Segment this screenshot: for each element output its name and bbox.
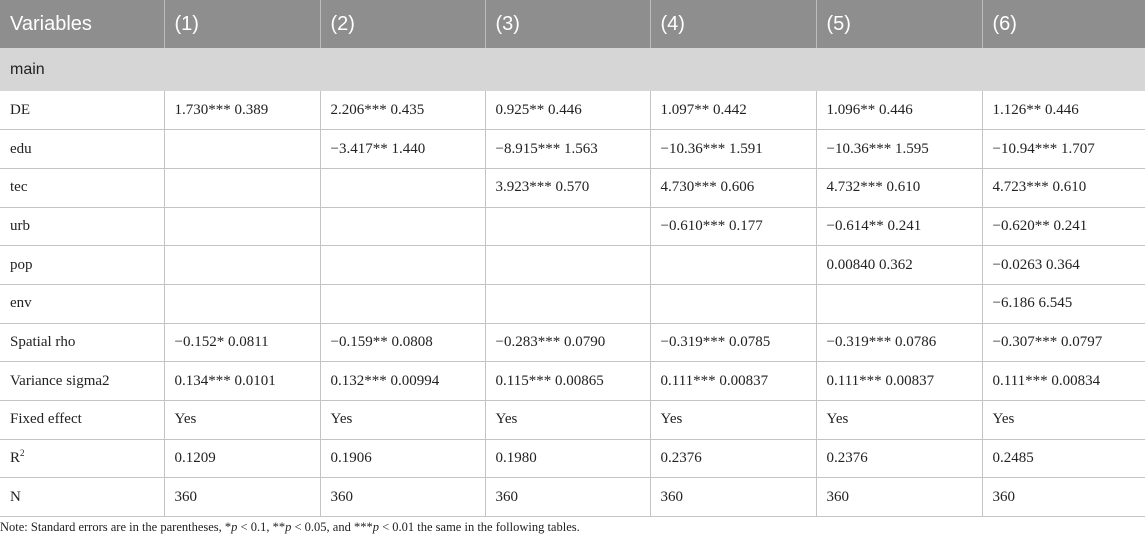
header-cell-5: (5) [816,0,982,48]
header-cell-1: (1) [164,0,320,48]
table-cell [485,246,650,285]
row-label: pop [0,246,164,285]
header-row [0,0,1145,48]
header-cell-variables: Variables [0,0,164,48]
r-squared-exponent: 2 [20,448,25,459]
table-cell: 4.730*** 0.606 [650,168,816,207]
note-p2: p [285,520,292,534]
table-cell: 360 [816,478,982,517]
table-cell [320,207,485,246]
table-cell [320,284,485,323]
table-cell: −3.417** 1.440 [320,130,485,169]
table-cell: 0.1980 [485,439,650,478]
table-cell [164,284,320,323]
table-cell: Yes [650,401,816,440]
table-cell: 360 [485,478,650,517]
row-label: tec [0,168,164,207]
table-cell: 4.732*** 0.610 [816,168,982,207]
table-cell: −0.319*** 0.0785 [650,323,816,362]
row-label: Variance sigma2 [0,362,164,401]
table-row [0,478,1145,517]
table-row [0,246,1145,285]
row-label [0,439,164,478]
table-cell: 0.2485 [982,439,1145,478]
table-cell: −0.283*** 0.0790 [485,323,650,362]
table-row [0,91,1145,130]
table-cell [485,207,650,246]
table-cell: −0.319*** 0.0786 [816,323,982,362]
table-cell: Yes [982,401,1145,440]
table-cell: 0.132*** 0.00994 [320,362,485,401]
table-cell [164,207,320,246]
table-cell [320,168,485,207]
table-cell: −10.36*** 1.595 [816,130,982,169]
table-cell: 0.2376 [816,439,982,478]
row-label: DE [0,91,164,130]
table-cell [164,246,320,285]
table-cell [485,284,650,323]
table-cell: 360 [650,478,816,517]
row-label: urb [0,207,164,246]
header-cell-2: (2) [320,0,485,48]
table-cell: 0.115*** 0.00865 [485,362,650,401]
table-row [0,207,1145,246]
table-cell: 1.096** 0.446 [816,91,982,130]
table-row [0,284,1145,323]
row-label: N [0,478,164,517]
table-cell: −8.915*** 1.563 [485,130,650,169]
table-cell: Yes [164,401,320,440]
table-cell: 0.1209 [164,439,320,478]
table-cell: 0.134*** 0.0101 [164,362,320,401]
note-p3: p [372,520,379,534]
table-cell: Yes [320,401,485,440]
table-cell: Yes [485,401,650,440]
table-cell: 360 [164,478,320,517]
table-cell [650,284,816,323]
table-cell [816,284,982,323]
table-cell: −6.186 6.545 [982,284,1145,323]
r-squared-base: R [10,450,21,467]
table-cell: 2.206*** 0.435 [320,91,485,130]
table-note [0,520,580,535]
table-cell: −0.152* 0.0811 [164,323,320,362]
note-suffix: < 0.01 the same in the following tables. [378,520,580,534]
table-cell: 0.925** 0.446 [485,91,650,130]
table-cell: 1.097** 0.442 [650,91,816,130]
table-cell [164,130,320,169]
header-cell-4: (4) [650,0,816,48]
header-cell-3: (3) [485,0,650,48]
section-row [0,48,1145,91]
table-cell: 0.111*** 0.00834 [982,362,1145,401]
note-mid2: < 0.05, and *** [291,520,373,534]
table-cell: −0.610*** 0.177 [650,207,816,246]
table-row [0,362,1145,401]
table-cell: 0.111*** 0.00837 [650,362,816,401]
table-cell: 3.923*** 0.570 [485,168,650,207]
table-cell: 0.00840 0.362 [816,246,982,285]
table-cell: 4.723*** 0.610 [982,168,1145,207]
table-row [0,130,1145,169]
table-row [0,401,1145,440]
table-cell: 1.126** 0.446 [982,91,1145,130]
table-cell: 0.111*** 0.00837 [816,362,982,401]
header-cell-6: (6) [992,12,1017,35]
table-row [0,439,1145,478]
table-cell [650,246,816,285]
table-cell: −0.620** 0.241 [982,207,1145,246]
table-cell: 360 [982,478,1145,517]
table-cell: −10.36*** 1.591 [650,130,816,169]
table-cell: 360 [320,478,485,517]
note-prefix: Note: Standard errors are in the parentheses, * [0,520,232,534]
table-cell: −0.0263 0.364 [982,246,1145,285]
table-cell: Yes [816,401,982,440]
table-cell: 0.2376 [650,439,816,478]
note-p1: p [231,520,238,534]
table-row [0,323,1145,362]
row-label: edu [0,130,164,169]
row-label: Spatial rho [0,323,164,362]
section-label: main [10,60,45,78]
table-cell: −0.159** 0.0808 [320,323,485,362]
row-label: env [0,284,164,323]
table-cell: −0.307*** 0.0797 [982,323,1145,362]
note-mid1: < 0.1, ** [237,520,286,534]
table-row [0,168,1145,207]
table-cell [320,246,485,285]
row-label: Fixed effect [0,401,164,440]
table-cell [164,168,320,207]
table-cell: 0.1906 [320,439,485,478]
table-cell: −0.614** 0.241 [816,207,982,246]
table-cell: 1.730*** 0.389 [164,91,320,130]
table-cell: −10.94*** 1.707 [982,130,1145,169]
